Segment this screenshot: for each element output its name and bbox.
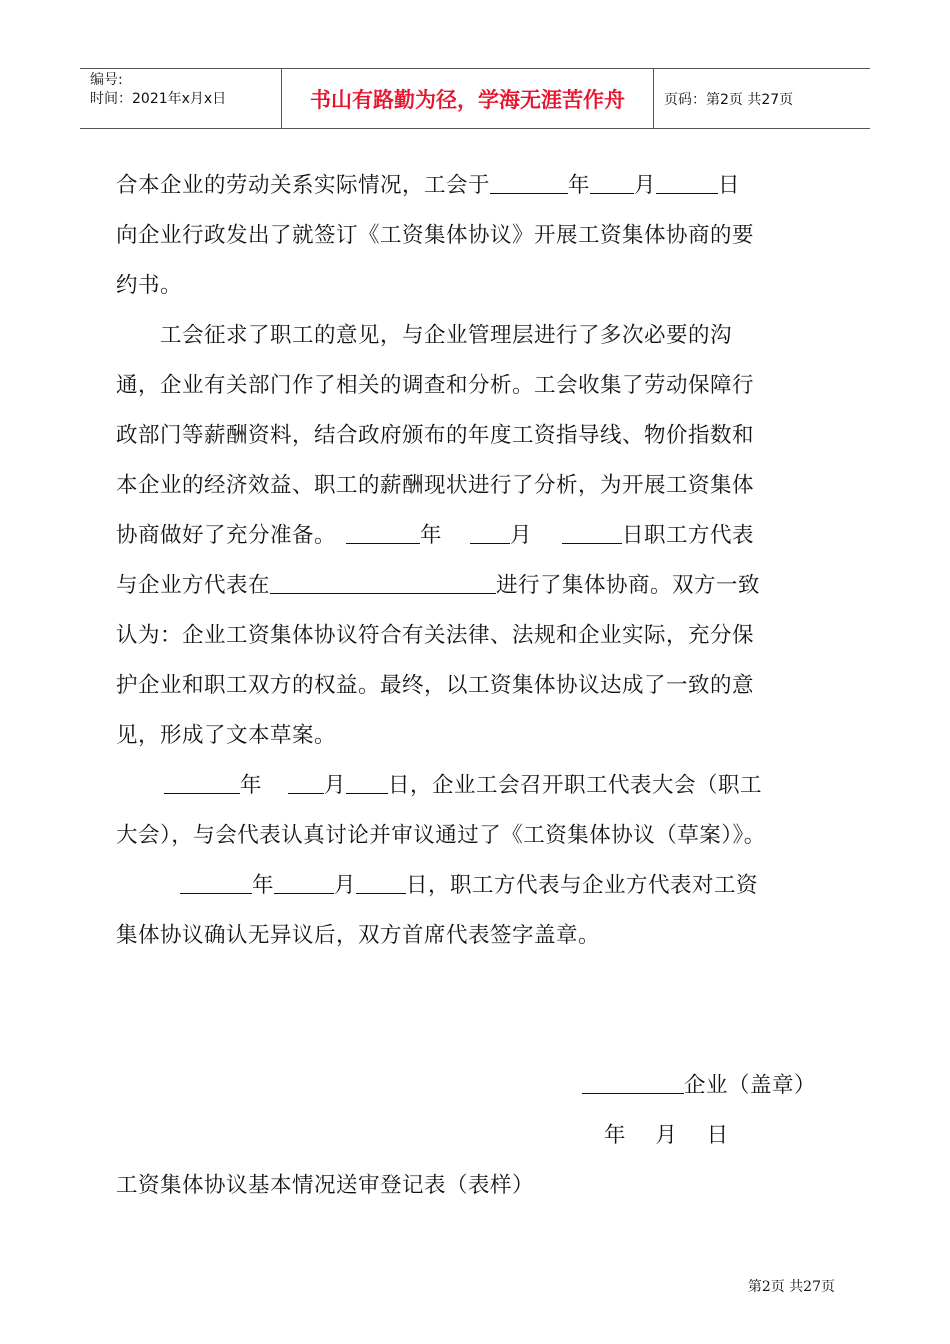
line-text: 年 (252, 873, 275, 898)
page-footer: 第2页 共27页 (747, 1279, 835, 1295)
blank-field[interactable] (582, 1073, 684, 1094)
line-text: 月 (324, 773, 347, 798)
text-line-10: 认为：企业工资集体协议符合有关法律、法规和企业实际，充分保 (116, 623, 755, 648)
blank-field[interactable] (274, 873, 334, 894)
blank-field[interactable] (562, 523, 622, 544)
blank-field[interactable] (356, 873, 406, 894)
form-title: 工资集体协议基本情况送审登记表（表样） (116, 1173, 535, 1198)
line-text: 年 (420, 523, 443, 548)
blank-field[interactable] (470, 523, 510, 544)
text-line-1 (116, 168, 740, 199)
header-motto: 书山有路勤为径，学海无涯苦作舟 (282, 69, 654, 128)
line-text: 年 (240, 773, 263, 798)
line-text: 企业（盖章） (684, 1073, 817, 1098)
blank-field[interactable] (346, 523, 420, 544)
header-info-cell (80, 69, 282, 128)
line-text: 月 (510, 523, 533, 548)
text-line-2: 向企业行政发出了就签订《工资集体协议》开展工资集体协商的要 (116, 223, 755, 248)
blank-field[interactable] (490, 173, 568, 194)
line-text: 与企业方代表在 (116, 573, 271, 598)
blank-field[interactable] (288, 773, 324, 794)
text-line-16: 集体协议确认无异议后，双方首席代表签字盖章。 (116, 923, 601, 948)
line-text: 日职工方代表 (622, 523, 755, 548)
page-header (80, 68, 870, 129)
header-number-label: 编号: (90, 72, 123, 88)
line-text: 月 (634, 173, 657, 198)
blank-field[interactable] (270, 573, 496, 594)
line-text: 日 (718, 173, 741, 198)
text-line-9 (116, 568, 760, 599)
text-line-5: 通，企业有关部门作了相关的调查和分析。工会收集了劳动保障行 (116, 373, 755, 398)
signature-date: 年 月 日 (604, 1123, 729, 1148)
text-line-11: 护企业和职工双方的权益。最终，以工资集体协议达成了一致的意 (116, 673, 755, 698)
text-line-8 (116, 518, 754, 549)
text-line-4: 工会征求了职工的意见，与企业管理层进行了多次必要的沟 (160, 323, 733, 348)
text-line-13 (164, 768, 762, 799)
line-text: 年 (568, 173, 591, 198)
blank-field[interactable] (656, 173, 718, 194)
blank-field[interactable] (164, 773, 240, 794)
blank-field[interactable] (590, 173, 634, 194)
blank-field[interactable] (180, 873, 252, 894)
line-text: 日，企业工会召开职工代表大会（职工 (388, 773, 763, 798)
line-text: 日，职工方代表与企业方代表对工资 (406, 873, 759, 898)
line-text: 月 (334, 873, 357, 898)
text-line-14: 大会），与会代表认真讨论并审议通过了《工资集体协议（草案）》。 (116, 823, 766, 848)
text-line-15 (180, 868, 758, 899)
line-text: 合本企业的劳动关系实际情况，工会于 (116, 173, 491, 198)
signature-company (582, 1068, 816, 1099)
line-text: 协商做好了充分准备。 (116, 523, 337, 548)
line-text: 进行了集体协商。双方一致 (496, 573, 761, 598)
blank-field[interactable] (346, 773, 388, 794)
text-line-7: 本企业的经济效益、职工的薪酬现状进行了分析，为开展工资集体 (116, 473, 755, 498)
text-line-6: 政部门等薪酬资料，结合政府颁布的年度工资指导线、物价指数和 (116, 423, 755, 448)
text-line-3: 约书。 (116, 273, 183, 298)
text-line-12: 见，形成了文本草案。 (116, 723, 337, 748)
header-time: 时间：2021年x月x日 (90, 91, 227, 107)
header-page-number: 页码：第2页 共27页 (664, 91, 794, 108)
